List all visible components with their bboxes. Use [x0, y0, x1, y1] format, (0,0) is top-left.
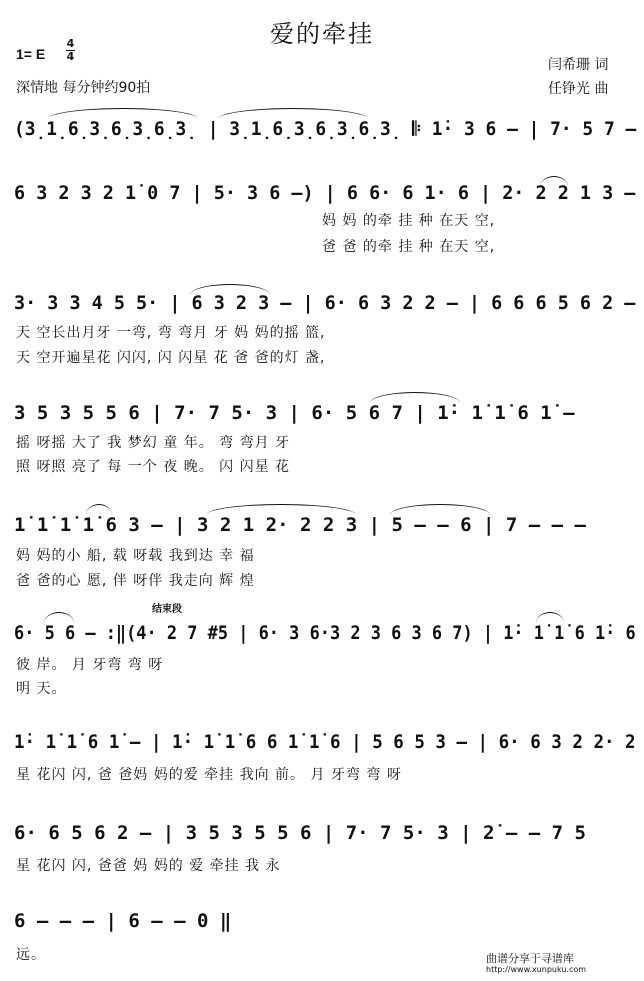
score-line-1: (3̣1̣6̣3̣6̣3̣6̣3̣ | 3̣1̣6̣3̣6̣3̣6̣3̣ 𝄆 1̇· 3 6 – | 7· 5 7 – — [14, 118, 637, 140]
lyric-line-2a: 妈 妈 的牵 挂 种 在天 空, — [322, 213, 496, 229]
slur-mark — [206, 504, 356, 515]
lyric-line-4a: 摇 呀摇 大了 我 梦幻 童 年。 弯 弯月 牙 — [16, 435, 291, 451]
slur-mark — [44, 612, 74, 623]
score-line-8: 6· 6 5 6 2 – | 3 5 3 5 5 6 | 7· 7 5· 3 | 2̇ – – 7 5 — [14, 822, 586, 844]
lyric-line-4b: 照 呀照 亮了 每 一个 夜 晚。 闪 闪星 花 — [16, 459, 291, 475]
time-signature-bottom: 4 — [66, 50, 75, 63]
footer-source: 曲谱分享于寻谱库 — [486, 952, 574, 965]
key-signature: 1= E — [16, 46, 46, 62]
composer-credit: 任铮光 曲 — [548, 81, 609, 97]
lyric-line-5a: 妈 妈的小 船, 载 呀载 我到达 幸 福 — [16, 548, 255, 564]
lyric-line-5b: 爸 爸的心 愿, 伴 呀伴 我走向 辉 煌 — [16, 573, 255, 589]
lyric-line-6a: 彼 岸。 月 牙弯 弯 呀 — [16, 657, 164, 673]
lyricist-credit: 闫希珊 词 — [548, 57, 609, 73]
slur-mark — [536, 612, 564, 623]
tempo-expression: 深情地 每分钟约90拍 — [16, 80, 151, 96]
score-line-4: 3 5 3 5 5 6 | 7· 7 5· 3 | 6· 5 6 7 | 1̇· 1̇ 1̇ 6 1̇ – — [14, 402, 575, 424]
time-signature-top: 4 — [66, 37, 75, 50]
score-line-3: 3· 3 3 4 5 5· | 6 3 2 3 – | 6· 6 3 2 2 – | 6 6 6 5 6 2 – — [14, 292, 636, 314]
lyric-line-6b: 明 天。 — [16, 681, 67, 697]
score-line-6: 6· 5 6 – :‖(4· 2 7 #5 | 6· 3 6·3 2 3 6 3 6 7) | 1̇· 1̇ 1̇ 6 1̇· 6 — [14, 622, 636, 644]
lyric-line-3b: 天 空开遍星花 闪闪, 闪 闪星 花 爸 爸的灯 盏, — [16, 350, 326, 366]
score-line-9: 6 – – – | 6 – – 0 ‖ — [14, 910, 232, 932]
lyric-line-8: 星 花闪 闪, 爸爸 妈 妈的 爱 牵挂 我 永 — [16, 858, 281, 874]
slur-mark — [370, 392, 460, 403]
slur-mark — [218, 108, 368, 119]
lyric-line-3a: 天 空长出月牙 一弯, 弯 弯月 牙 妈 妈的摇 篮, — [16, 325, 326, 341]
slur-mark — [390, 504, 490, 515]
ending-section-label: 结束段 — [152, 604, 182, 615]
song-title: 爱的牵挂 — [270, 20, 374, 48]
lyric-line-2b: 爸 爸 的牵 挂 种 在天 空, — [322, 239, 496, 255]
lyric-line-9: 远。 — [16, 947, 46, 963]
slur-mark — [540, 176, 568, 187]
slur-mark — [86, 504, 112, 515]
slur-mark — [190, 284, 270, 295]
slur-mark — [48, 108, 198, 119]
lyric-line-7: 星 花闪 闪, 爸 爸妈 妈的爱 牵挂 我向 前。 月 牙弯 弯 呀 — [16, 767, 402, 783]
score-line-7: 1̇· 1̇ 1̇ 6 1̇ – | 1̇· 1̇ 1̇ 6 6 1̇ 1̇ 6 | 5 6 5 3 – | 6· 6 3 2 2· 2 — [14, 731, 636, 753]
score-line-2: 6 3 2 3 2 1̇ 0 7 | 5· 3 6 –) | 6 6· 6 1· 6 | 2· 2 2 1 3 – — [14, 182, 636, 204]
footer-url: http://www.xunpuku.com — [486, 965, 587, 974]
time-signature — [66, 38, 75, 62]
score-line-5: 1̇ 1̇ 1̇ 1̇ 6 3 – | 3 2 1 2· 2 2 3 | 5 – – 6 | 7 – – – — [14, 514, 586, 536]
